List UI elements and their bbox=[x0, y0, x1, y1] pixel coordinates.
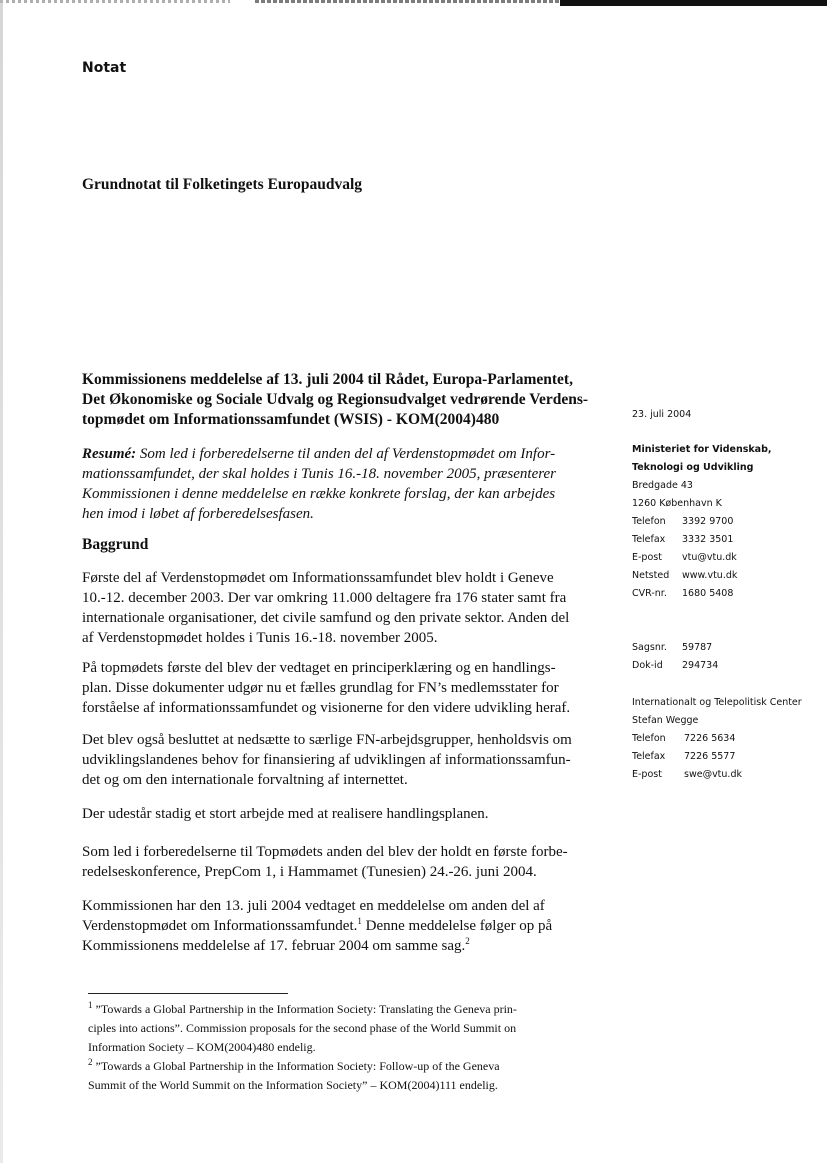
ministry-name: Teknologi og Udvikling bbox=[632, 462, 754, 473]
contact-row: Netsted www.vtu.dk bbox=[632, 570, 738, 581]
resume-line: hen imod i løbet af forberedelsesfasen. bbox=[82, 506, 314, 522]
footnotes: $^1$ ”Towards a Global Partnership in the Information Society: Translating the Geneva prin- ciples into actions”. Commission proposals for the second phase of the World Summit on Information Society – KOM(2004)480 endelig. $^2$ ”Towards a Global Partnership in the Information Society: Follow-up of the Geneva Summit of the World Summit on the Information Society” – KOM(2004)111 endelig. bbox=[88, 1000, 608, 1095]
document-type-label: Notat bbox=[82, 60, 127, 76]
scan-edge-top bbox=[0, 0, 827, 6]
contact-row: Telefax 7226 5577 bbox=[632, 751, 736, 762]
document-heading: Grundnotat til Folketingets Europaudvalg bbox=[82, 176, 363, 193]
contact-row: Telefon 3392 9700 bbox=[632, 516, 734, 527]
body-paragraph: Som led i forberedelserne til Topmødets anden del blev der holdt en første forbe- redelseskonference, PrepCom 1, i Hammamet (Tunesien) 24.-26. juni 2004. bbox=[82, 844, 568, 880]
body-paragraph: På topmødets første del blev der vedtaget en principerklæring og en handlings- plan. Disse dokumenter udgør nu et fælles grundlag for FN’s medlemsstater for forståelse af informationssamfundet og visionerne for den videre udvikling heraf. bbox=[82, 660, 571, 716]
body-paragraph: Det blev også besluttet at nedsætte to særlige FN-arbejdsgrupper, henholdsvis om udviklingslandenes behov for finansiering af udviklingen af informationssamfun- det og om den internationale forvaltning af internettet. bbox=[82, 732, 572, 788]
resume-line: mationssamfundet, der skal holdes i Tunis 16.-18. november 2005, præsenterer bbox=[82, 466, 557, 482]
address-line: 1260 København K bbox=[632, 498, 722, 509]
title-line: Det Økonomiske og Sociale Udvalg og Regionsudvalget vedrørende Verdens- bbox=[82, 391, 589, 408]
footnote: $^2$ ”Towards a Global Partnership in the Information Society: Follow-up of the Geneva bbox=[88, 1057, 500, 1073]
sidebar-case-info bbox=[632, 639, 718, 675]
footnote-ref: 1 bbox=[357, 916, 362, 926]
title-line: Kommissionens meddelelse af 13. juli 2004 til Rådet, Europa-Parlamentet, bbox=[82, 371, 573, 388]
resume-paragraph bbox=[82, 444, 607, 524]
contact-row: CVR-nr. 1680 5408 bbox=[632, 588, 734, 599]
sidebar-ministry bbox=[632, 441, 772, 603]
body-paragraph: Kommissionen har den 13. juli 2004 vedtaget en meddelelse om anden del af Verdenstopmødet om Informationssamfundet.$^1$ Denne meddelelse følger op på Kommissionens meddelelse af 17. februar 2004 om samme sag.$^2$ bbox=[82, 898, 553, 954]
sidebar-date: 23. juli 2004 bbox=[632, 409, 692, 420]
section-heading: Baggrund bbox=[82, 536, 149, 553]
ministry-name: Ministeriet for Videnskab, bbox=[632, 444, 772, 455]
person-name: Stefan Wegge bbox=[632, 715, 699, 726]
resume-label: Resumé: bbox=[82, 446, 137, 462]
case-row: Dok-id 294734 bbox=[632, 660, 719, 671]
address-line: Bredgade 43 bbox=[632, 480, 693, 491]
contact-row: Telefax 3332 3501 bbox=[632, 534, 734, 545]
contact-row: E-post vtu@vtu.dk bbox=[632, 552, 737, 563]
footnote-ref: 2 bbox=[465, 936, 470, 946]
sidebar-contact-person bbox=[632, 694, 802, 784]
footnote-divider bbox=[88, 993, 288, 994]
scan-edge-left bbox=[0, 0, 3, 1163]
body-paragraph: Første del af Verdenstopmødet om Informationssamfundet blev holdt i Geneve 10.-12. december 2003. Der var omkring 11.000 deltagere fra 176 stater samt fra internationale organisationer, det civile samfund og den private sektor. Anden del af Verdenstopmødet holdes i Tunis 16.-18. november 2005. bbox=[82, 570, 570, 646]
body-paragraph: Der udestår stadig et stort arbejde med at realisere handlingsplanen. bbox=[82, 806, 489, 822]
resume-line: Resumé: Som led i forberedelserne til anden del af Verdenstopmødet om Infor- bbox=[82, 446, 556, 462]
title-line: topmødet om Informationssamfundet (WSIS) - KOM(2004)480 bbox=[82, 411, 500, 428]
contact-row: Telefon 7226 5634 bbox=[632, 733, 736, 744]
contact-row: E-post swe@vtu.dk bbox=[632, 769, 742, 780]
resume-line: Kommissionen i denne meddelelse en række konkrete forslag, der kan arbejdes bbox=[82, 486, 556, 502]
case-row: Sagsnr. 59787 bbox=[632, 642, 713, 653]
footnote: $^1$ ”Towards a Global Partnership in the Information Society: Translating the Geneva prin- bbox=[88, 1000, 517, 1016]
department-name: Internationalt og Telepolitisk Center bbox=[632, 697, 802, 708]
document-title bbox=[82, 370, 602, 430]
